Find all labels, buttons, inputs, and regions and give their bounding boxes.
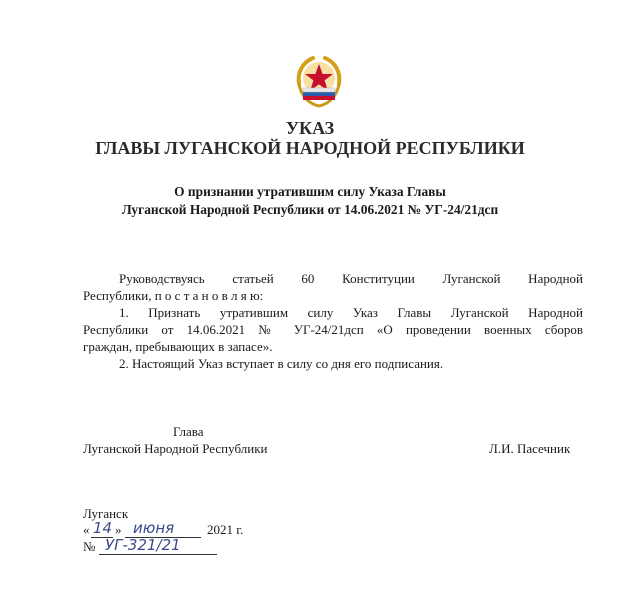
date-month-handwritten: июня [133,519,175,537]
body-paragraph-2-line-3: граждан, пребывающих в запасе». [83,339,273,354]
decree-number [83,536,283,559]
body-paragraph-1-line-2: Республики, п о с т а н о в л я ю: [83,288,264,303]
date-year: 2021 г. [207,522,244,537]
body-paragraph-2-line-2: Республики от 14.06.2021 № УГ-24/21дсп «О проведении военных сборов [83,322,583,337]
body-paragraph-3: 2. Настоящий Указ вступает в силу со дня его подписания. [119,356,444,371]
body-paragraph-1-line-1: Руководствуясь статьей 60 Конституции Луганской Народной [119,271,583,286]
decree-title: УКАЗ [285,118,335,138]
number-sign: № [83,539,96,554]
date-day-handwritten: 14 [93,519,113,537]
subject-line-1: О признании утратившим силу Указа Главы [174,184,446,199]
number-underline [99,554,217,555]
body-paragraph-2-line-1: 1. Признать утратившим силу Указ Главы Луганской Народной [119,305,583,320]
coat-of-arms-icon [289,52,349,112]
decree-issuer: ГЛАВЫ ЛУГАНСКОЙ НАРОДНОЙ РЕСПУБЛИКИ [95,138,525,158]
date-quote-close: » [115,522,122,537]
issue-city: Луганск [83,506,129,521]
signatory-organization: Луганской Народной Республики [83,441,268,456]
number-handwritten: УГ-321/21 [105,536,181,554]
subject-line-2: Луганской Народной Республики от 14.06.2021 № УГ-24/21дсп [121,202,499,217]
signatory-title: Глава [173,424,204,439]
date-quote-open: « [83,522,90,537]
signatory-name: Л.И. Пасечник [489,441,571,456]
